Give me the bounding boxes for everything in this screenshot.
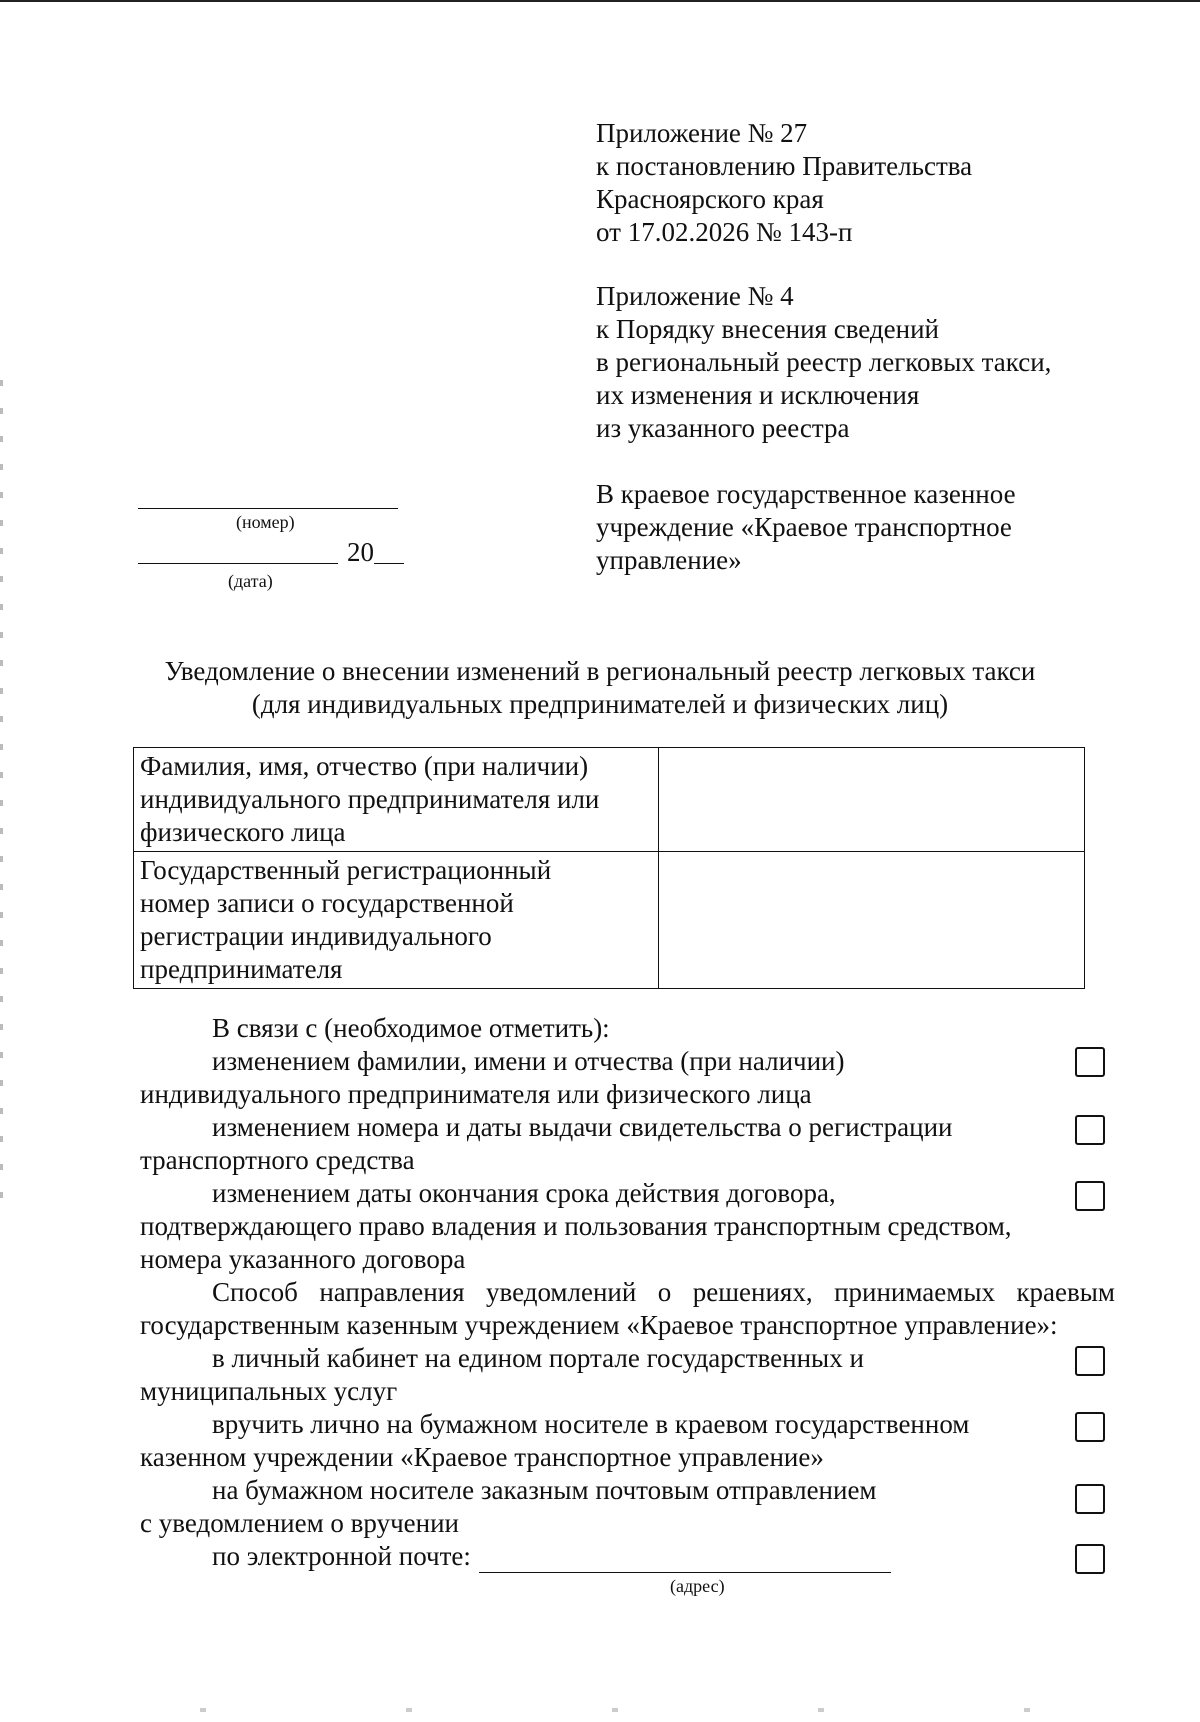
scan-margin-marks: [0, 380, 3, 1220]
header-line: от 17.02.2026 № 143-п: [596, 217, 853, 247]
email-line-row: [140, 1540, 1115, 1573]
option-line: изменением фамилии, имени и отчества (при наличии): [212, 1046, 845, 1076]
notification-body: [140, 1012, 1115, 1596]
header-line: к постановлению Правительства: [596, 151, 973, 181]
date-label: (дата): [228, 571, 273, 591]
method-intro-line: Способ направления уведомлений о решениях, принимаемых краевым: [212, 1277, 1115, 1307]
table-label-cell: [134, 748, 659, 852]
cell-line: Государственный регистрационный: [140, 855, 552, 885]
table-row: [134, 748, 1085, 852]
checkbox[interactable]: [1075, 1412, 1105, 1442]
ogrnip-input-cell[interactable]: [659, 852, 1085, 989]
year-prefix: 20: [347, 537, 374, 567]
option-line: изменением даты окончания срока действия договора,: [212, 1178, 836, 1208]
number-label: (номер): [236, 512, 295, 532]
reason-intro: В связи с (необходимое отметить):: [212, 1013, 610, 1043]
header-line: их изменения и исключения: [596, 380, 920, 410]
number-field[interactable]: [138, 508, 398, 509]
option-line: номера указанного договора: [140, 1244, 466, 1274]
method-intro-line: государственным казенным учреждением «Краевое транспортное управление»:: [140, 1310, 1058, 1340]
header-line: Приложение № 27: [596, 118, 808, 148]
cell-line: номер записи о государственной: [140, 888, 514, 918]
address-label: (адрес): [670, 1576, 725, 1596]
document-title: [0, 655, 1200, 721]
option-line: казенном учреждении «Краевое транспортное управление»: [140, 1442, 824, 1472]
option-line: муниципальных услуг: [140, 1376, 398, 1406]
option-line: транспортного средства: [140, 1145, 415, 1175]
checkbox[interactable]: [1075, 1181, 1105, 1211]
table-label-cell: [134, 852, 659, 989]
email-option: [140, 1540, 1115, 1596]
option-line: на бумажном носителе заказным почтовым отправлением: [212, 1475, 877, 1505]
method-option: [140, 1474, 1115, 1540]
method-option: [140, 1408, 1115, 1474]
header-line: Приложение № 4: [596, 281, 794, 311]
reason-option: [140, 1045, 1115, 1111]
header-line: Красноярского края: [596, 184, 824, 214]
checkbox[interactable]: [1075, 1544, 1105, 1574]
recipient-line: В краевое государственное казенное: [596, 479, 1016, 509]
header-line: к Порядку внесения сведений: [596, 314, 939, 344]
date-field[interactable]: [138, 563, 338, 564]
applicant-table: [133, 747, 1085, 989]
option-line: индивидуального предпринимателя или физического лица: [140, 1079, 812, 1109]
title-subline: (для индивидуальных предпринимателей и физических лиц): [251, 689, 949, 719]
header-line: в региональный реестр легковых такси,: [596, 347, 1052, 377]
scan-edge-line: [0, 0, 1200, 2]
checkbox[interactable]: [1075, 1346, 1105, 1376]
recipient-block: [596, 478, 1016, 577]
email-label: по электронной почте:: [212, 1541, 471, 1571]
appendix-4-header: [596, 280, 1051, 445]
appendix-27-header: [596, 117, 972, 249]
title-line: Уведомление о внесении изменений в региональный реестр легковых такси: [164, 656, 1036, 686]
header-line: из указанного реестра: [596, 413, 850, 443]
recipient-line: управление»: [596, 545, 742, 575]
cell-line: физического лица: [140, 817, 346, 847]
fullname-input-cell[interactable]: [659, 748, 1085, 852]
year-field[interactable]: [374, 563, 404, 564]
checkbox[interactable]: [1075, 1115, 1105, 1145]
reason-option: [140, 1111, 1115, 1177]
checkbox[interactable]: [1075, 1047, 1105, 1077]
cell-line: Фамилия, имя, отчество (при наличии): [140, 751, 589, 781]
table-row: [134, 852, 1085, 989]
option-line: в личный кабинет на едином портале государственных и: [212, 1343, 864, 1373]
cell-line: предпринимателя: [140, 954, 343, 984]
email-address-field[interactable]: [479, 1544, 891, 1573]
recipient-line: учреждение «Краевое транспортное: [596, 512, 1012, 542]
reason-option: [140, 1177, 1115, 1276]
option-line: подтверждающего право владения и пользования транспортным средством,: [140, 1211, 1012, 1241]
scan-bottom-marks: [0, 1708, 1200, 1712]
checkbox[interactable]: [1075, 1484, 1105, 1514]
option-line: с уведомлением о вручении: [140, 1508, 459, 1538]
cell-line: регистрации индивидуального: [140, 921, 492, 951]
method-option: [140, 1342, 1115, 1408]
option-line: изменением номера и даты выдачи свидетельства о регистрации: [212, 1112, 953, 1142]
option-line: вручить лично на бумажном носителе в краевом государственном: [212, 1409, 970, 1439]
cell-line: индивидуального предпринимателя или: [140, 784, 600, 814]
